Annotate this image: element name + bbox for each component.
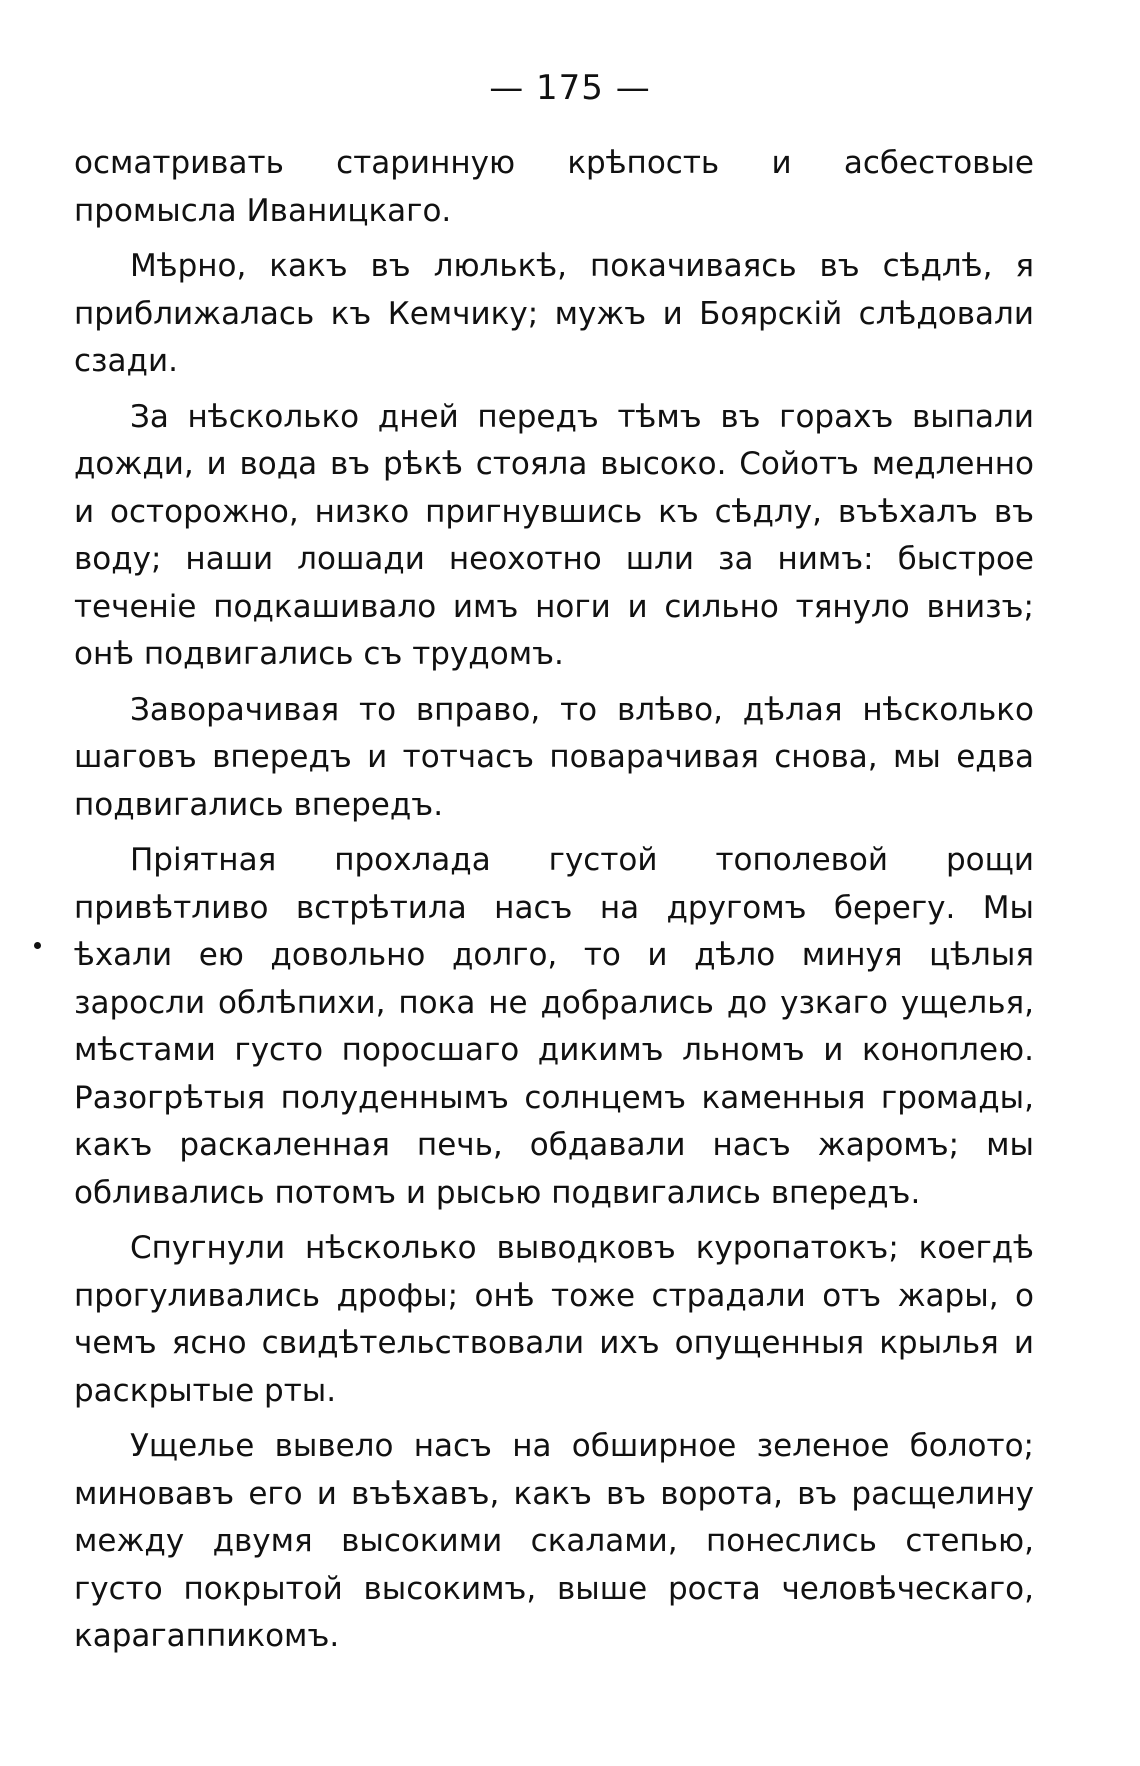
paragraph-1: осматривать старинную крѣпость и асбестовые промысла Иваницкаго. [74,145,1034,229]
margin-ink-dot [34,942,41,949]
paragraph-2: Мѣрно, какъ въ люлькѣ, покачиваясь въ сѣдлѣ, я приближалась къ Кемчику; мужъ и Боярскій слѣдовали сзади. [74,248,1034,379]
paragraph-6: Спугнули нѣсколько выводковъ куропатокъ; коегдѣ прогуливались дрофы; онѣ тоже страдали отъ жары, о чемъ ясно свидѣтельствовали ихъ опущенныя крылья и раскрытые рты. [74,1230,1034,1409]
paragraph-5: Пріятная прохлада густой тополевой рощи привѣтливо встрѣтила насъ на другомъ берегу. Мы ѣхали ею довольно долго, то и дѣло минуя цѣлыя заросли облѣпихи, пока не добрались до узкаго ущелья, мѣстами густо поросшаго дикимъ льномъ и коноплею. Разогрѣтыя полуденнымъ солнцемъ каменныя громады, какъ раскаленная печь, обдавали насъ жаромъ; мы обливались потомъ и рысью подвигались впередъ. [74,842,1034,1211]
paragraph-4: Заворачивая то вправо, то влѣво, дѣлая нѣсколько шаговъ впередъ и тотчасъ поварачивая снова, мы едва подвигались впередъ. [74,691,1034,823]
page-number: — 175 — [489,68,651,108]
paragraph-7: Ущелье вывело насъ на обширное зеленое болото; миновавъ его и въѣхавъ, какъ въ ворота, въ расщелину между двумя высокими скалами, понеслись степью, густо покрытой высокимъ, выше роста человѣческаго, карагаппикомъ. [74,1428,1034,1654]
paragraph-3: За нѣсколько дней передъ тѣмъ въ горахъ выпали дожди, и вода въ рѣкѣ стояла высоко. Сойотъ медленно и осторожно, низко пригнувшись къ сѣдлу, въѣхалъ въ воду; наши лошади неохотно шли за нимъ: быстрое теченіе подкашивало имъ ноги и сильно тянуло внизъ; онѣ подвигались съ трудомъ. [74,398,1034,672]
body-text [74,140,1034,1669]
